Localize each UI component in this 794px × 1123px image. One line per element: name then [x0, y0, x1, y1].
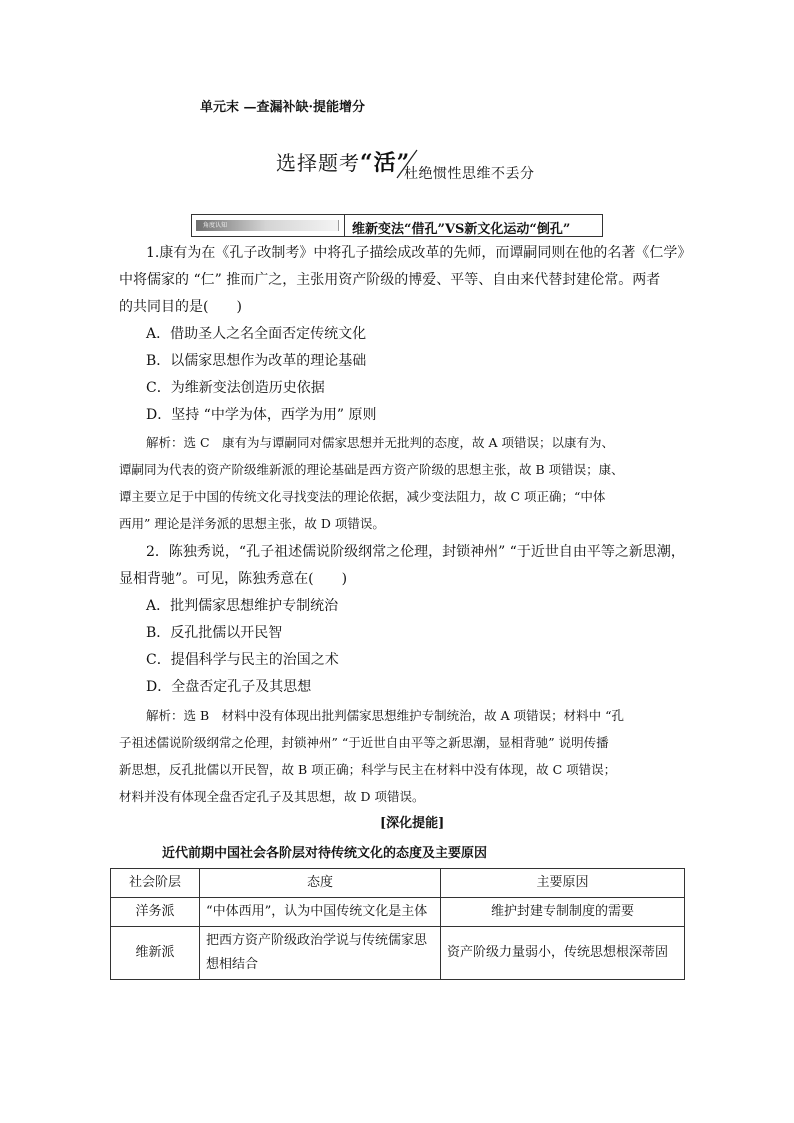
question2-option-c: C．提倡科学与民主的治国之术: [146, 652, 339, 668]
cell-attitude: “中体西用”，认为中国传统文化是主体: [200, 898, 441, 927]
question1-option-d: D．坚持 “中学为体，西学为用” 原则: [146, 407, 377, 423]
cell-reason: 维护封建专制制度的需要: [441, 898, 685, 927]
table-row: [111, 898, 685, 927]
header-class: 社会阶层: [111, 869, 200, 898]
section-title-prefix: 选择题考: [276, 151, 360, 175]
question1-option-c: C．为维新变法创造历史依据: [146, 380, 325, 396]
question2-explanation-line1: 解析：选 B 材料中没有体现出批判儒家思想维护专制统治，故 A 项错误；材料中 “孔: [146, 708, 624, 723]
question1-option-b: B．以儒家思想作为改革的理论基础: [146, 353, 367, 369]
cell-class: 洋务派: [111, 898, 200, 927]
cell-reason: 资产阶级力量弱小，传统思想根深蒂固: [441, 927, 685, 980]
question2-stem-line1: 2．陈独秀说，“孔子祖述儒说阶级纲常之伦理，封锁神州” “于近世自由平等之新思潮，: [146, 544, 685, 560]
banner-divider: [344, 215, 345, 236]
table-title: 近代前期中国社会各阶层对待传统文化的态度及主要原因: [162, 846, 488, 861]
deep-section-label: [深化提能]: [380, 816, 445, 831]
question2-stem-line2: 显相背驰”。可见，陈独秀意在( ): [119, 571, 348, 587]
topic-label: 角度认知: [203, 222, 228, 229]
cell-class: 维新派: [111, 927, 200, 980]
header-attitude: 态度: [200, 869, 441, 898]
question2-explanation-line4: 材料并没有体现全盘否定孔子及其思想，故 D 项错误。: [119, 789, 425, 804]
question1-stem-line1: 1.康有为在《孔子改制考》中将孔子描绘成改革的先师，而谭嗣同则在他的名著《仁学》: [146, 245, 692, 261]
question1-stem-line2: 中将儒家的 “仁” 推而广之，主张用资产阶级的博爱、平等、自由来代替封建伦常。两者: [119, 272, 661, 288]
question1-option-a: A．借助圣人之名全面否定传统文化: [146, 326, 367, 342]
section-title: [276, 146, 410, 177]
question2-option-a: A．批判儒家思想维护专制统治: [146, 598, 339, 614]
topic-label-bar: [196, 220, 339, 231]
question1-explanation-line3: 谭主要立足于中国的传统文化寻找变法的理论依据，减少变法阻力，故 C 项正确；“中体: [119, 489, 606, 504]
question2-option-b: B．反孔批儒以开民智: [146, 625, 283, 641]
question2-option-d: D．全盘否定孔子及其思想: [146, 679, 312, 695]
question1-explanation-line4: 西用” 理论是洋务派的思想主张，故 D 项错误。: [119, 516, 385, 531]
unit-header: 单元末 —查漏补缺·提能增分: [200, 100, 366, 115]
header-reason: 主要原因: [441, 869, 685, 898]
question2-explanation-line2: 子祖述儒说阶级纲常之伦理，封锁神州” “于近世自由平等之新思潮，显相背驰” 说明传播: [119, 735, 609, 750]
question1-stem-line3: 的共同目的是( ): [119, 299, 242, 315]
cell-attitude: 把西方资产阶级政治学说与传统儒家思想相结合: [200, 927, 441, 980]
section-subtitle: 杜绝惯性思维不丢分: [404, 166, 535, 182]
section-title-emphasis: “活”: [360, 150, 411, 176]
table-header-row: [111, 869, 685, 898]
topic-title: 维新变法“借孔”VS新文化运动“倒孔”: [352, 222, 571, 237]
topic-banner: [191, 214, 603, 237]
question1-explanation-line1: 解析：选 C 康有为与谭嗣同对儒家思想并无批判的态度，故 A 项错误；以康有为、: [146, 435, 615, 450]
attitude-table: [110, 868, 685, 980]
table-row: [111, 927, 685, 980]
question1-explanation-line2: 谭嗣同为代表的资产阶级维新派的理论基础是西方资产阶级的思想主张，故 B 项错误；康、: [119, 462, 624, 477]
question2-explanation-line3: 新思想，反孔批儒以开民智，故 B 项正确；科学与民主在材料中没有体现，故 C 项错误；: [119, 762, 617, 777]
